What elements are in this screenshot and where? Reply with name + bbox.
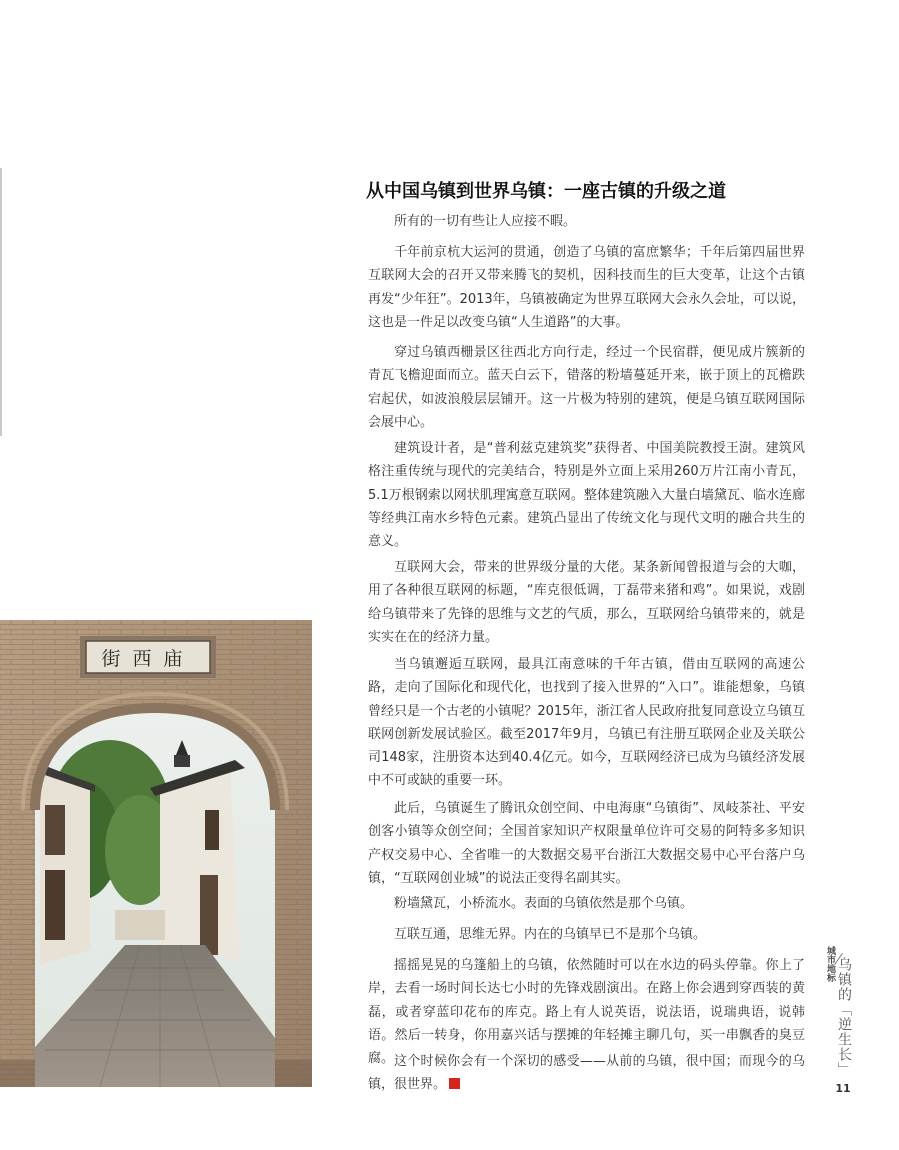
paragraph-10: 摇摇晃晃的乌篷船上的乌镇，依然随时可以在水边的码头停靠。你上了岸，去看一场时间长达七小时的先锋戏剧演出。在路上你会遇到穿西装的黄磊，或者穿蓝印花布的库克。路上有人说英语，说法语，说瑞典语，说韩语。然后一转身，你用嘉兴话与摆摊的年轻摊主聊几句，买一串飘香的臭豆腐。 xyxy=(368,958,805,1067)
paragraph-5: 互联网大会，带来的世界级分量的大佬。某条新闻曾报道与会的大咖，用了各种很互联网的标题，“库克很低调，丁磊带来猪和鸡”。如果说，戏剧给乌镇带来了先锋的思维与文艺的气质，那么，互联网给乌镇带来的，就是实实在在的经济力量。 xyxy=(368,560,805,645)
page-number: 11 xyxy=(835,1082,851,1095)
paragraph-3: 穿过乌镇西栅景区往西北方向行走，经过一个民宿群，便见成片簇新的青瓦飞檐迎面而立。蓝天白云下，错落的粉墙蔓延开来，嵌于顶上的瓦檐跌宕起伏，如波浪般层层铺开。这一片极为特别的建筑，便是乌镇互联网国际会展中心。 xyxy=(368,345,805,430)
section-series-title: 乌镇的「逆生长」 xyxy=(836,957,852,1077)
end-mark-icon xyxy=(449,1078,460,1089)
paragraph-11-text: 这个时候你会有一个深切的感受——从前的乌镇，很中国；而现今的乌镇，很世界。 xyxy=(368,1054,805,1093)
plaque-text: 街西庙 xyxy=(101,648,195,670)
paragraph-9: 互联互通，思维无界。内在的乌镇早已不是那个乌镇。 xyxy=(394,927,707,942)
paragraph-4: 建筑设计者，是“普利兹克建筑奖”获得者、中国美院教授王澍。建筑风格注重传统与现代的完美结合，特别是外立面上采用260万片江南小青瓦，5.1万根钢索以网状肌理寓意互联网。整体建筑融入大量白墙黛瓦、临水连廊等经典江南水乡特色元素。建筑凸显出了传统文化与现代文明的融合共生的意义。 xyxy=(368,441,805,550)
paragraph-1: 所有的一切有些让人应接不暇。 xyxy=(394,214,577,229)
paragraph-2: 千年前京杭大运河的贯通，创造了乌镇的富庶繁华；千年后第四届世界互联网大会的召开又带来腾飞的契机，因科技而生的巨大变革，让这个古镇再发“少年狂”。2013年，乌镇被确定为世界互联网大会永久会址，可以说，这也是一件足以改变乌镇“人生道路”的大事。 xyxy=(368,245,805,330)
paragraph-8: 粉墙黛瓦，小桥流水。表面的乌镇依然是那个乌镇。 xyxy=(394,896,694,911)
article-title: 从中国乌镇到世界乌镇：一座古镇的升级之道 xyxy=(366,181,726,202)
paragraph-11 xyxy=(368,1050,805,1097)
archway-photo xyxy=(0,620,312,1087)
paragraph-6: 当乌镇邂逅互联网，最具江南意味的千年古镇，借由互联网的高速公路，走向了国际化和现代化，也找到了接入世界的“入口”。谁能想象，乌镇曾经只是一个古老的小镇呢？2015年，浙江省人民政府批复同意设立乌镇互联网创新发展试验区。截至2017年9月，乌镇已有注册互联网企业及关联公司148家，注册资本达到40.4亿元。如今，互联网经济已成为乌镇经济发展中不可或缺的重要一环。 xyxy=(368,657,805,789)
paragraph-7: 此后，乌镇诞生了腾讯众创空间、中电海康“乌镇街”、凤岐茶社、平安创客小镇等众创空间；全国首家知识产权限量单位许可交易的阿特多多知识产权交易中心、全省唯一的大数据交易平台浙江大数据交易中心平台落户乌镇，“互联网创业城”的说法正变得名副其实。 xyxy=(368,801,805,886)
margin-rule xyxy=(0,168,2,436)
section-category: 城市地标 xyxy=(825,946,835,982)
